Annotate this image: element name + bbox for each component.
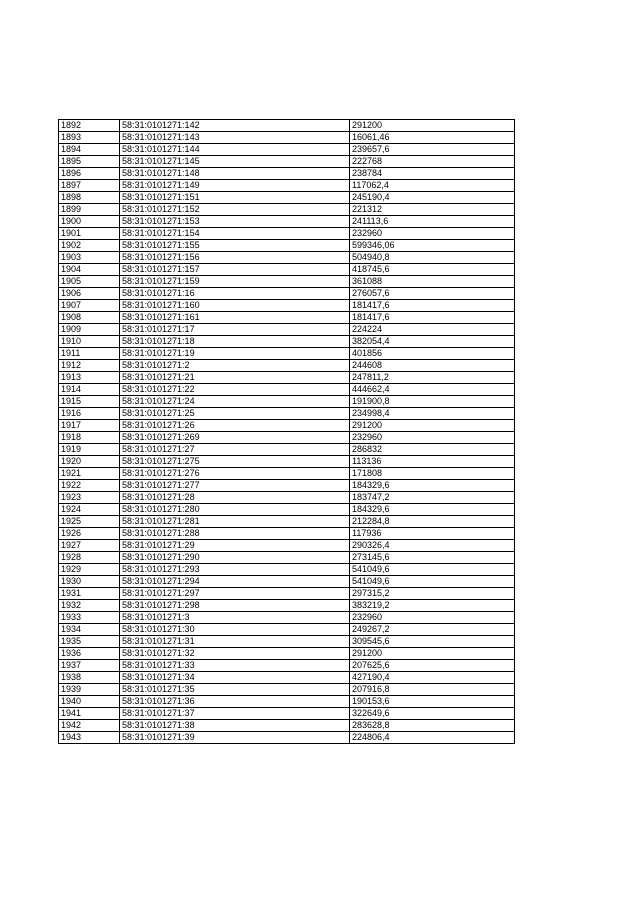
row-number-cell: 1921 (59, 468, 120, 480)
row-number-cell: 1940 (59, 696, 120, 708)
cadastral-number-cell: 58:31:0101271:151 (120, 192, 350, 204)
table-body (59, 120, 515, 744)
value-cell: 418745,6 (350, 264, 515, 276)
cadastral-number-cell: 58:31:0101271:142 (120, 120, 350, 132)
table-row (59, 660, 515, 672)
cadastral-number-cell: 58:31:0101271:281 (120, 516, 350, 528)
value-cell: 291200 (350, 420, 515, 432)
table-row (59, 168, 515, 180)
row-number-cell: 1897 (59, 180, 120, 192)
value-cell: 212284,8 (350, 516, 515, 528)
cadastral-number-cell: 58:31:0101271:153 (120, 216, 350, 228)
row-number-cell: 1924 (59, 504, 120, 516)
table-row (59, 564, 515, 576)
table-row (59, 528, 515, 540)
row-number-cell: 1941 (59, 708, 120, 720)
cadastral-number-cell: 58:31:0101271:16 (120, 288, 350, 300)
cadastral-number-cell: 58:31:0101271:21 (120, 372, 350, 384)
row-number-cell: 1908 (59, 312, 120, 324)
value-cell: 181417,6 (350, 312, 515, 324)
value-cell: 247811,2 (350, 372, 515, 384)
row-number-cell: 1936 (59, 648, 120, 660)
row-number-cell: 1899 (59, 204, 120, 216)
row-number-cell: 1896 (59, 168, 120, 180)
value-cell: 234998,4 (350, 408, 515, 420)
cadastral-number-cell: 58:31:0101271:293 (120, 564, 350, 576)
cadastral-number-cell: 58:31:0101271:27 (120, 444, 350, 456)
value-cell: 224806,4 (350, 732, 515, 744)
value-cell: 382054,4 (350, 336, 515, 348)
cadastral-number-cell: 58:31:0101271:159 (120, 276, 350, 288)
value-cell: 207916,8 (350, 684, 515, 696)
value-cell: 276057,6 (350, 288, 515, 300)
value-cell: 322649,6 (350, 708, 515, 720)
row-number-cell: 1934 (59, 624, 120, 636)
cadastral-number-cell: 58:31:0101271:155 (120, 240, 350, 252)
value-cell: 117062,4 (350, 180, 515, 192)
value-cell: 171808 (350, 468, 515, 480)
cadastral-number-cell: 58:31:0101271:3 (120, 612, 350, 624)
row-number-cell: 1918 (59, 432, 120, 444)
value-cell: 541049,6 (350, 564, 515, 576)
row-number-cell: 1935 (59, 636, 120, 648)
cadastral-number-cell: 58:31:0101271:30 (120, 624, 350, 636)
value-cell: 291200 (350, 648, 515, 660)
row-number-cell: 1938 (59, 672, 120, 684)
table-row (59, 420, 515, 432)
value-cell: 290326,4 (350, 540, 515, 552)
row-number-cell: 1904 (59, 264, 120, 276)
cadastral-number-cell: 58:31:0101271:18 (120, 336, 350, 348)
cadastral-number-cell: 58:31:0101271:33 (120, 660, 350, 672)
row-number-cell: 1926 (59, 528, 120, 540)
cadastral-number-cell: 58:31:0101271:298 (120, 600, 350, 612)
row-number-cell: 1928 (59, 552, 120, 564)
table-row (59, 432, 515, 444)
cadastral-number-cell: 58:31:0101271:275 (120, 456, 350, 468)
row-number-cell: 1912 (59, 360, 120, 372)
table-row (59, 240, 515, 252)
row-number-cell: 1909 (59, 324, 120, 336)
value-cell: 232960 (350, 612, 515, 624)
table-row (59, 336, 515, 348)
table-row (59, 468, 515, 480)
table-row (59, 120, 515, 132)
cadastral-number-cell: 58:31:0101271:37 (120, 708, 350, 720)
value-cell: 249267,2 (350, 624, 515, 636)
cadastral-number-cell: 58:31:0101271:152 (120, 204, 350, 216)
cadastral-number-cell: 58:31:0101271:149 (120, 180, 350, 192)
value-cell: 232960 (350, 228, 515, 240)
table-row (59, 648, 515, 660)
value-cell: 541049,6 (350, 576, 515, 588)
table-row (59, 576, 515, 588)
table-row (59, 732, 515, 744)
row-number-cell: 1907 (59, 300, 120, 312)
row-number-cell: 1932 (59, 600, 120, 612)
cadastral-number-cell: 58:31:0101271:25 (120, 408, 350, 420)
cadastral-number-cell: 58:31:0101271:276 (120, 468, 350, 480)
table-row (59, 372, 515, 384)
cadastral-number-cell: 58:31:0101271:290 (120, 552, 350, 564)
row-number-cell: 1911 (59, 348, 120, 360)
value-cell: 181417,6 (350, 300, 515, 312)
table-row (59, 552, 515, 564)
cadastral-number-cell: 58:31:0101271:34 (120, 672, 350, 684)
cadastral-number-cell: 58:31:0101271:143 (120, 132, 350, 144)
value-cell: 309545,6 (350, 636, 515, 648)
table-row (59, 180, 515, 192)
table-row (59, 300, 515, 312)
table-row (59, 276, 515, 288)
row-number-cell: 1895 (59, 156, 120, 168)
row-number-cell: 1915 (59, 396, 120, 408)
cadastral-value-table (58, 119, 515, 744)
value-cell: 183747,2 (350, 492, 515, 504)
row-number-cell: 1937 (59, 660, 120, 672)
row-number-cell: 1903 (59, 252, 120, 264)
row-number-cell: 1894 (59, 144, 120, 156)
row-number-cell: 1893 (59, 132, 120, 144)
table-row (59, 480, 515, 492)
row-number-cell: 1920 (59, 456, 120, 468)
value-cell: 244608 (350, 360, 515, 372)
value-cell: 239657,6 (350, 144, 515, 156)
value-cell: 184329,6 (350, 504, 515, 516)
cadastral-number-cell: 58:31:0101271:157 (120, 264, 350, 276)
row-number-cell: 1902 (59, 240, 120, 252)
cadastral-number-cell: 58:31:0101271:24 (120, 396, 350, 408)
value-cell: 273145,6 (350, 552, 515, 564)
table-row (59, 324, 515, 336)
value-cell: 191900,8 (350, 396, 515, 408)
row-number-cell: 1892 (59, 120, 120, 132)
value-cell: 286832 (350, 444, 515, 456)
cadastral-number-cell: 58:31:0101271:160 (120, 300, 350, 312)
cadastral-number-cell: 58:31:0101271:31 (120, 636, 350, 648)
cadastral-number-cell: 58:31:0101271:38 (120, 720, 350, 732)
table-row (59, 216, 515, 228)
row-number-cell: 1943 (59, 732, 120, 744)
cadastral-number-cell: 58:31:0101271:280 (120, 504, 350, 516)
row-number-cell: 1933 (59, 612, 120, 624)
value-cell: 241113,6 (350, 216, 515, 228)
table-row (59, 348, 515, 360)
table-row (59, 504, 515, 516)
table-row (59, 540, 515, 552)
value-cell: 599346,06 (350, 240, 515, 252)
table-row (59, 396, 515, 408)
value-cell: 245190,4 (350, 192, 515, 204)
value-cell: 427190,4 (350, 672, 515, 684)
row-number-cell: 1905 (59, 276, 120, 288)
value-cell: 444662,4 (350, 384, 515, 396)
row-number-cell: 1929 (59, 564, 120, 576)
value-cell: 207625,6 (350, 660, 515, 672)
cadastral-number-cell: 58:31:0101271:22 (120, 384, 350, 396)
table-row (59, 384, 515, 396)
cadastral-number-cell: 58:31:0101271:29 (120, 540, 350, 552)
cadastral-number-cell: 58:31:0101271:39 (120, 732, 350, 744)
table-row (59, 444, 515, 456)
row-number-cell: 1942 (59, 720, 120, 732)
table-row (59, 156, 515, 168)
row-number-cell: 1927 (59, 540, 120, 552)
cadastral-number-cell: 58:31:0101271:17 (120, 324, 350, 336)
cadastral-number-cell: 58:31:0101271:161 (120, 312, 350, 324)
row-number-cell: 1901 (59, 228, 120, 240)
table-row (59, 624, 515, 636)
value-cell: 283628,8 (350, 720, 515, 732)
row-number-cell: 1900 (59, 216, 120, 228)
cadastral-number-cell: 58:31:0101271:156 (120, 252, 350, 264)
value-cell: 113136 (350, 456, 515, 468)
row-number-cell: 1925 (59, 516, 120, 528)
value-cell: 361088 (350, 276, 515, 288)
cadastral-number-cell: 58:31:0101271:269 (120, 432, 350, 444)
value-cell: 224224 (350, 324, 515, 336)
cadastral-number-cell: 58:31:0101271:2 (120, 360, 350, 372)
cadastral-number-cell: 58:31:0101271:148 (120, 168, 350, 180)
row-number-cell: 1919 (59, 444, 120, 456)
row-number-cell: 1923 (59, 492, 120, 504)
cadastral-number-cell: 58:31:0101271:294 (120, 576, 350, 588)
row-number-cell: 1931 (59, 588, 120, 600)
table-row (59, 408, 515, 420)
value-cell: 401856 (350, 348, 515, 360)
table-row (59, 360, 515, 372)
row-number-cell: 1914 (59, 384, 120, 396)
cadastral-number-cell: 58:31:0101271:19 (120, 348, 350, 360)
row-number-cell: 1898 (59, 192, 120, 204)
row-number-cell: 1939 (59, 684, 120, 696)
value-cell: 297315,2 (350, 588, 515, 600)
value-cell: 222768 (350, 156, 515, 168)
value-cell: 238784 (350, 168, 515, 180)
row-number-cell: 1917 (59, 420, 120, 432)
value-cell: 383219,2 (350, 600, 515, 612)
table-row (59, 672, 515, 684)
table-row (59, 204, 515, 216)
table-row (59, 264, 515, 276)
value-cell: 190153,6 (350, 696, 515, 708)
value-cell: 232960 (350, 432, 515, 444)
row-number-cell: 1913 (59, 372, 120, 384)
cadastral-number-cell: 58:31:0101271:28 (120, 492, 350, 504)
value-cell: 504940,8 (350, 252, 515, 264)
cadastral-number-cell: 58:31:0101271:288 (120, 528, 350, 540)
table-row (59, 708, 515, 720)
cadastral-number-cell: 58:31:0101271:277 (120, 480, 350, 492)
row-number-cell: 1930 (59, 576, 120, 588)
cadastral-number-cell: 58:31:0101271:35 (120, 684, 350, 696)
table-row (59, 228, 515, 240)
table-row (59, 312, 515, 324)
table-row (59, 600, 515, 612)
row-number-cell: 1922 (59, 480, 120, 492)
cadastral-number-cell: 58:31:0101271:144 (120, 144, 350, 156)
cadastral-number-cell: 58:31:0101271:36 (120, 696, 350, 708)
row-number-cell: 1910 (59, 336, 120, 348)
table-row (59, 288, 515, 300)
value-cell: 184329,6 (350, 480, 515, 492)
row-number-cell: 1906 (59, 288, 120, 300)
table-row (59, 720, 515, 732)
value-cell: 221312 (350, 204, 515, 216)
table-row (59, 588, 515, 600)
table-row (59, 684, 515, 696)
value-cell: 16061,46 (350, 132, 515, 144)
value-cell: 291200 (350, 120, 515, 132)
cadastral-number-cell: 58:31:0101271:26 (120, 420, 350, 432)
table-row (59, 516, 515, 528)
table-row (59, 696, 515, 708)
table-row (59, 456, 515, 468)
cadastral-number-cell: 58:31:0101271:32 (120, 648, 350, 660)
table-row (59, 636, 515, 648)
cadastral-number-cell: 58:31:0101271:145 (120, 156, 350, 168)
table-row (59, 612, 515, 624)
table-row (59, 144, 515, 156)
value-cell: 117936 (350, 528, 515, 540)
table-row (59, 192, 515, 204)
table-row (59, 132, 515, 144)
row-number-cell: 1916 (59, 408, 120, 420)
cadastral-number-cell: 58:31:0101271:154 (120, 228, 350, 240)
table-row (59, 252, 515, 264)
table-row (59, 492, 515, 504)
cadastral-number-cell: 58:31:0101271:297 (120, 588, 350, 600)
